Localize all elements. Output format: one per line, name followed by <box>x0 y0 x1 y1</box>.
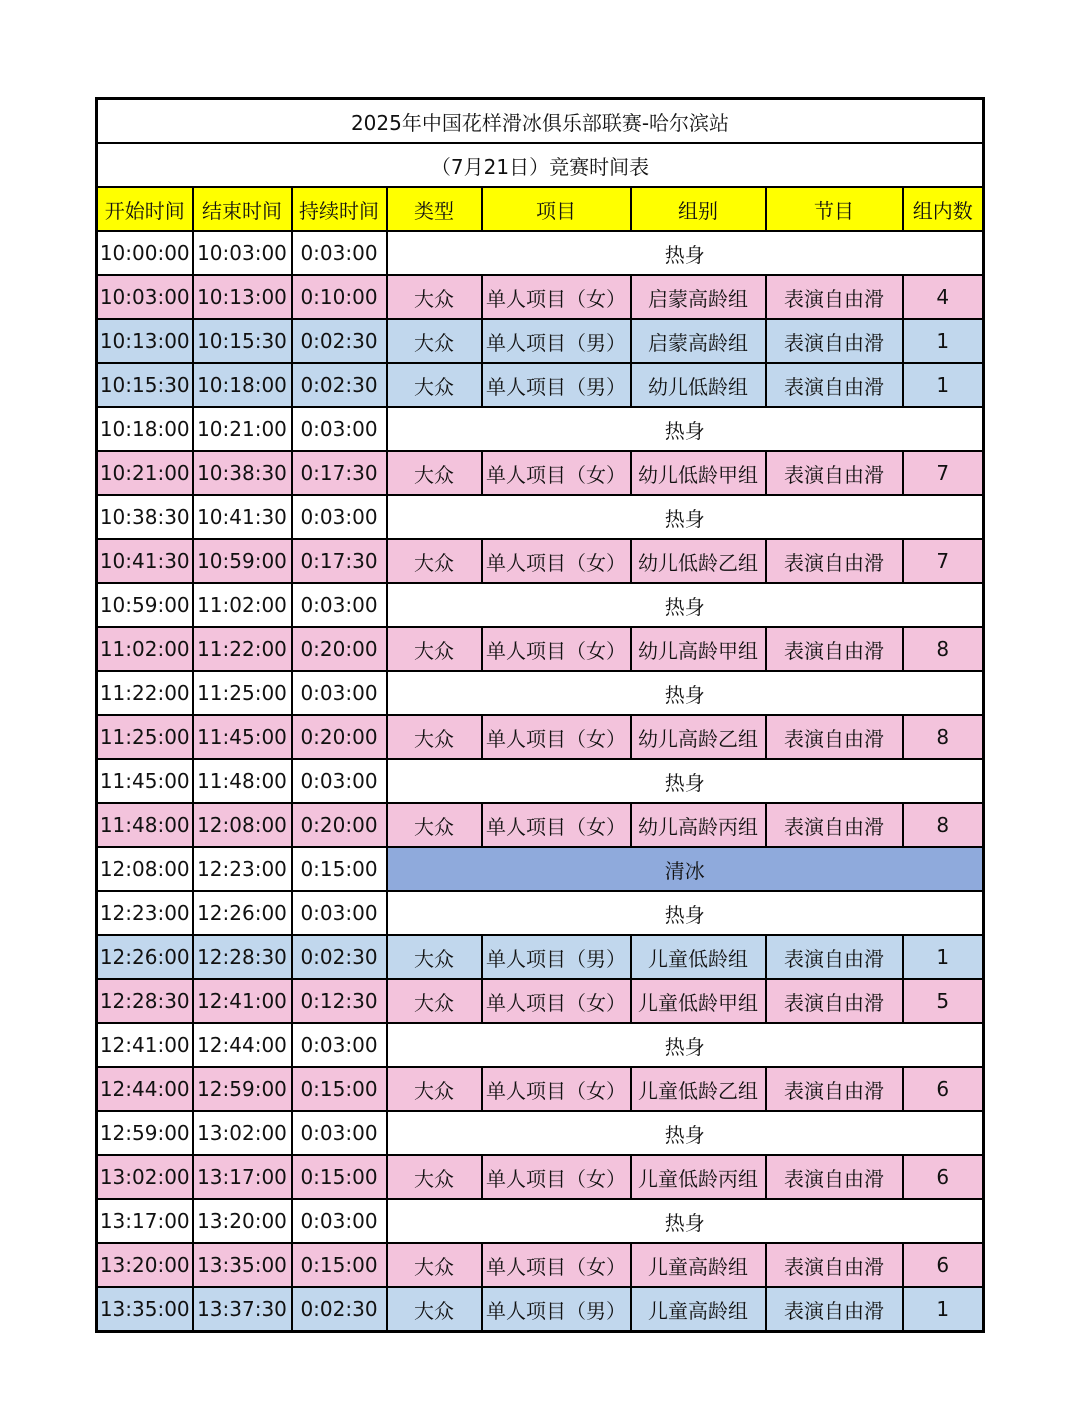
duration-cell: 0:17:30 <box>292 539 387 583</box>
end-time-cell: 10:15:30 <box>193 319 292 363</box>
start-time-cell: 13:20:00 <box>97 1243 193 1287</box>
table-row <box>97 231 984 275</box>
start-time-cell: 11:25:00 <box>97 715 193 759</box>
warmup-cell: 热身 <box>387 1023 984 1067</box>
duration-cell: 0:02:30 <box>292 363 387 407</box>
program-cell: 表演自由滑 <box>766 935 903 979</box>
table-row <box>97 715 984 759</box>
group-cell: 启蒙高龄组 <box>631 275 766 319</box>
type-cell: 大众 <box>387 1155 482 1199</box>
program-cell: 表演自由滑 <box>766 803 903 847</box>
event-cell: 单人项目（男） <box>482 319 631 363</box>
duration-cell: 0:15:00 <box>292 1243 387 1287</box>
program-cell: 表演自由滑 <box>766 1243 903 1287</box>
event-cell: 单人项目（男） <box>482 1287 631 1332</box>
table-row <box>97 275 984 319</box>
count-cell: 8 <box>903 803 984 847</box>
duration-cell: 0:03:00 <box>292 759 387 803</box>
group-cell: 儿童低龄乙组 <box>631 1067 766 1111</box>
duration-cell: 0:02:30 <box>292 1287 387 1332</box>
count-cell: 1 <box>903 935 984 979</box>
event-cell: 单人项目（女） <box>482 979 631 1023</box>
start-time-cell: 10:38:30 <box>97 495 193 539</box>
group-cell: 儿童高龄组 <box>631 1287 766 1332</box>
duration-cell: 0:20:00 <box>292 715 387 759</box>
end-time-cell: 13:37:30 <box>193 1287 292 1332</box>
duration-cell: 0:03:00 <box>292 407 387 451</box>
header-event: 项目 <box>482 187 631 231</box>
end-time-cell: 12:41:00 <box>193 979 292 1023</box>
type-cell: 大众 <box>387 979 482 1023</box>
start-time-cell: 13:35:00 <box>97 1287 193 1332</box>
table-row <box>97 759 984 803</box>
warmup-cell: 热身 <box>387 1199 984 1243</box>
duration-cell: 0:03:00 <box>292 495 387 539</box>
end-time-cell: 12:08:00 <box>193 803 292 847</box>
type-cell: 大众 <box>387 363 482 407</box>
warmup-cell: 热身 <box>387 495 984 539</box>
end-time-cell: 11:45:00 <box>193 715 292 759</box>
start-time-cell: 10:41:30 <box>97 539 193 583</box>
header-group: 组别 <box>631 187 766 231</box>
table-row <box>97 451 984 495</box>
duration-cell: 0:02:30 <box>292 319 387 363</box>
start-time-cell: 10:00:00 <box>97 231 193 275</box>
event-cell: 单人项目（女） <box>482 715 631 759</box>
table-row <box>97 891 984 935</box>
program-cell: 表演自由滑 <box>766 1155 903 1199</box>
header-program: 节目 <box>766 187 903 231</box>
program-cell: 表演自由滑 <box>766 715 903 759</box>
start-time-cell: 11:45:00 <box>97 759 193 803</box>
program-cell: 表演自由滑 <box>766 275 903 319</box>
count-cell: 7 <box>903 539 984 583</box>
start-time-cell: 10:03:00 <box>97 275 193 319</box>
start-time-cell: 13:02:00 <box>97 1155 193 1199</box>
count-cell: 7 <box>903 451 984 495</box>
count-cell: 1 <box>903 363 984 407</box>
duration-cell: 0:15:00 <box>292 1155 387 1199</box>
event-cell: 单人项目（男） <box>482 363 631 407</box>
table-row <box>97 363 984 407</box>
header-duration: 持续时间 <box>292 187 387 231</box>
schedule-subtitle: （7月21日）竞赛时间表 <box>97 143 984 187</box>
group-cell: 启蒙高龄组 <box>631 319 766 363</box>
start-time-cell: 10:13:00 <box>97 319 193 363</box>
table-row <box>97 1243 984 1287</box>
type-cell: 大众 <box>387 1067 482 1111</box>
warmup-cell: 热身 <box>387 1111 984 1155</box>
program-cell: 表演自由滑 <box>766 1067 903 1111</box>
event-cell: 单人项目（女） <box>482 1243 631 1287</box>
header-row <box>97 187 984 231</box>
count-cell: 6 <box>903 1243 984 1287</box>
program-cell: 表演自由滑 <box>766 539 903 583</box>
event-cell: 单人项目（女） <box>482 1155 631 1199</box>
header-start-time: 开始时间 <box>97 187 193 231</box>
end-time-cell: 13:20:00 <box>193 1199 292 1243</box>
count-cell: 8 <box>903 627 984 671</box>
group-cell: 儿童高龄组 <box>631 1243 766 1287</box>
title-row <box>97 99 984 144</box>
duration-cell: 0:02:30 <box>292 935 387 979</box>
count-cell: 6 <box>903 1155 984 1199</box>
start-time-cell: 10:59:00 <box>97 583 193 627</box>
duration-cell: 0:03:00 <box>292 231 387 275</box>
group-cell: 幼儿低龄甲组 <box>631 451 766 495</box>
header-type: 类型 <box>387 187 482 231</box>
table-row <box>97 319 984 363</box>
warmup-cell: 热身 <box>387 671 984 715</box>
group-cell: 儿童低龄甲组 <box>631 979 766 1023</box>
event-cell: 单人项目（女） <box>482 627 631 671</box>
type-cell: 大众 <box>387 803 482 847</box>
start-time-cell: 12:28:30 <box>97 979 193 1023</box>
end-time-cell: 12:26:00 <box>193 891 292 935</box>
end-time-cell: 12:23:00 <box>193 847 292 891</box>
table-row <box>97 671 984 715</box>
table-row <box>97 1199 984 1243</box>
group-cell: 儿童低龄丙组 <box>631 1155 766 1199</box>
group-cell: 幼儿低龄组 <box>631 363 766 407</box>
count-cell: 4 <box>903 275 984 319</box>
end-time-cell: 11:48:00 <box>193 759 292 803</box>
start-time-cell: 10:21:00 <box>97 451 193 495</box>
start-time-cell: 12:26:00 <box>97 935 193 979</box>
type-cell: 大众 <box>387 715 482 759</box>
header-count: 组内数 <box>903 187 984 231</box>
end-time-cell: 10:03:00 <box>193 231 292 275</box>
event-cell: 单人项目（女） <box>482 451 631 495</box>
subtitle-row <box>97 143 984 187</box>
start-time-cell: 12:23:00 <box>97 891 193 935</box>
end-time-cell: 10:21:00 <box>193 407 292 451</box>
count-cell: 6 <box>903 1067 984 1111</box>
table-row <box>97 803 984 847</box>
schedule-title: 2025年中国花样滑冰俱乐部联赛-哈尔滨站 <box>97 99 984 144</box>
event-cell: 单人项目（女） <box>482 803 631 847</box>
type-cell: 大众 <box>387 627 482 671</box>
program-cell: 表演自由滑 <box>766 319 903 363</box>
program-cell: 表演自由滑 <box>766 1287 903 1332</box>
end-time-cell: 12:59:00 <box>193 1067 292 1111</box>
ice-clear-cell: 清冰 <box>387 847 984 891</box>
start-time-cell: 11:02:00 <box>97 627 193 671</box>
end-time-cell: 10:59:00 <box>193 539 292 583</box>
start-time-cell: 12:44:00 <box>97 1067 193 1111</box>
end-time-cell: 11:22:00 <box>193 627 292 671</box>
group-cell: 幼儿高龄甲组 <box>631 627 766 671</box>
end-time-cell: 10:41:30 <box>193 495 292 539</box>
end-time-cell: 11:25:00 <box>193 671 292 715</box>
duration-cell: 0:10:00 <box>292 275 387 319</box>
end-time-cell: 13:35:00 <box>193 1243 292 1287</box>
table-row <box>97 1067 984 1111</box>
warmup-cell: 热身 <box>387 583 984 627</box>
duration-cell: 0:03:00 <box>292 1023 387 1067</box>
count-cell: 1 <box>903 1287 984 1332</box>
table-row <box>97 495 984 539</box>
duration-cell: 0:03:00 <box>292 1199 387 1243</box>
start-time-cell: 12:41:00 <box>97 1023 193 1067</box>
type-cell: 大众 <box>387 275 482 319</box>
start-time-cell: 13:17:00 <box>97 1199 193 1243</box>
end-time-cell: 10:13:00 <box>193 275 292 319</box>
end-time-cell: 10:38:30 <box>193 451 292 495</box>
duration-cell: 0:15:00 <box>292 1067 387 1111</box>
table-row <box>97 627 984 671</box>
type-cell: 大众 <box>387 451 482 495</box>
duration-cell: 0:03:00 <box>292 671 387 715</box>
end-time-cell: 10:18:00 <box>193 363 292 407</box>
group-cell: 幼儿高龄丙组 <box>631 803 766 847</box>
warmup-cell: 热身 <box>387 759 984 803</box>
event-cell: 单人项目（男） <box>482 935 631 979</box>
table-row <box>97 407 984 451</box>
event-cell: 单人项目（女） <box>482 539 631 583</box>
count-cell: 1 <box>903 319 984 363</box>
table-row <box>97 1287 984 1332</box>
warmup-cell: 热身 <box>387 407 984 451</box>
warmup-cell: 热身 <box>387 231 984 275</box>
start-time-cell: 11:22:00 <box>97 671 193 715</box>
table-row <box>97 847 984 891</box>
header-end-time: 结束时间 <box>193 187 292 231</box>
end-time-cell: 12:44:00 <box>193 1023 292 1067</box>
warmup-cell: 热身 <box>387 891 984 935</box>
table-row <box>97 1155 984 1199</box>
table-row <box>97 935 984 979</box>
start-time-cell: 12:08:00 <box>97 847 193 891</box>
duration-cell: 0:20:00 <box>292 627 387 671</box>
count-cell: 5 <box>903 979 984 1023</box>
count-cell: 8 <box>903 715 984 759</box>
type-cell: 大众 <box>387 1243 482 1287</box>
end-time-cell: 13:02:00 <box>193 1111 292 1155</box>
type-cell: 大众 <box>387 319 482 363</box>
duration-cell: 0:15:00 <box>292 847 387 891</box>
duration-cell: 0:03:00 <box>292 1111 387 1155</box>
program-cell: 表演自由滑 <box>766 979 903 1023</box>
group-cell: 儿童低龄组 <box>631 935 766 979</box>
program-cell: 表演自由滑 <box>766 627 903 671</box>
program-cell: 表演自由滑 <box>766 363 903 407</box>
end-time-cell: 11:02:00 <box>193 583 292 627</box>
event-cell: 单人项目（女） <box>482 275 631 319</box>
event-cell: 单人项目（女） <box>482 1067 631 1111</box>
duration-cell: 0:12:30 <box>292 979 387 1023</box>
table-row <box>97 979 984 1023</box>
table-row <box>97 1111 984 1155</box>
duration-cell: 0:20:00 <box>292 803 387 847</box>
type-cell: 大众 <box>387 935 482 979</box>
group-cell: 幼儿高龄乙组 <box>631 715 766 759</box>
start-time-cell: 11:48:00 <box>97 803 193 847</box>
group-cell: 幼儿低龄乙组 <box>631 539 766 583</box>
duration-cell: 0:03:00 <box>292 891 387 935</box>
start-time-cell: 12:59:00 <box>97 1111 193 1155</box>
start-time-cell: 10:18:00 <box>97 407 193 451</box>
schedule-table <box>95 97 985 1333</box>
duration-cell: 0:17:30 <box>292 451 387 495</box>
program-cell: 表演自由滑 <box>766 451 903 495</box>
duration-cell: 0:03:00 <box>292 583 387 627</box>
table-row <box>97 583 984 627</box>
type-cell: 大众 <box>387 1287 482 1332</box>
start-time-cell: 10:15:30 <box>97 363 193 407</box>
table-row <box>97 1023 984 1067</box>
table-row <box>97 539 984 583</box>
end-time-cell: 12:28:30 <box>193 935 292 979</box>
end-time-cell: 13:17:00 <box>193 1155 292 1199</box>
type-cell: 大众 <box>387 539 482 583</box>
